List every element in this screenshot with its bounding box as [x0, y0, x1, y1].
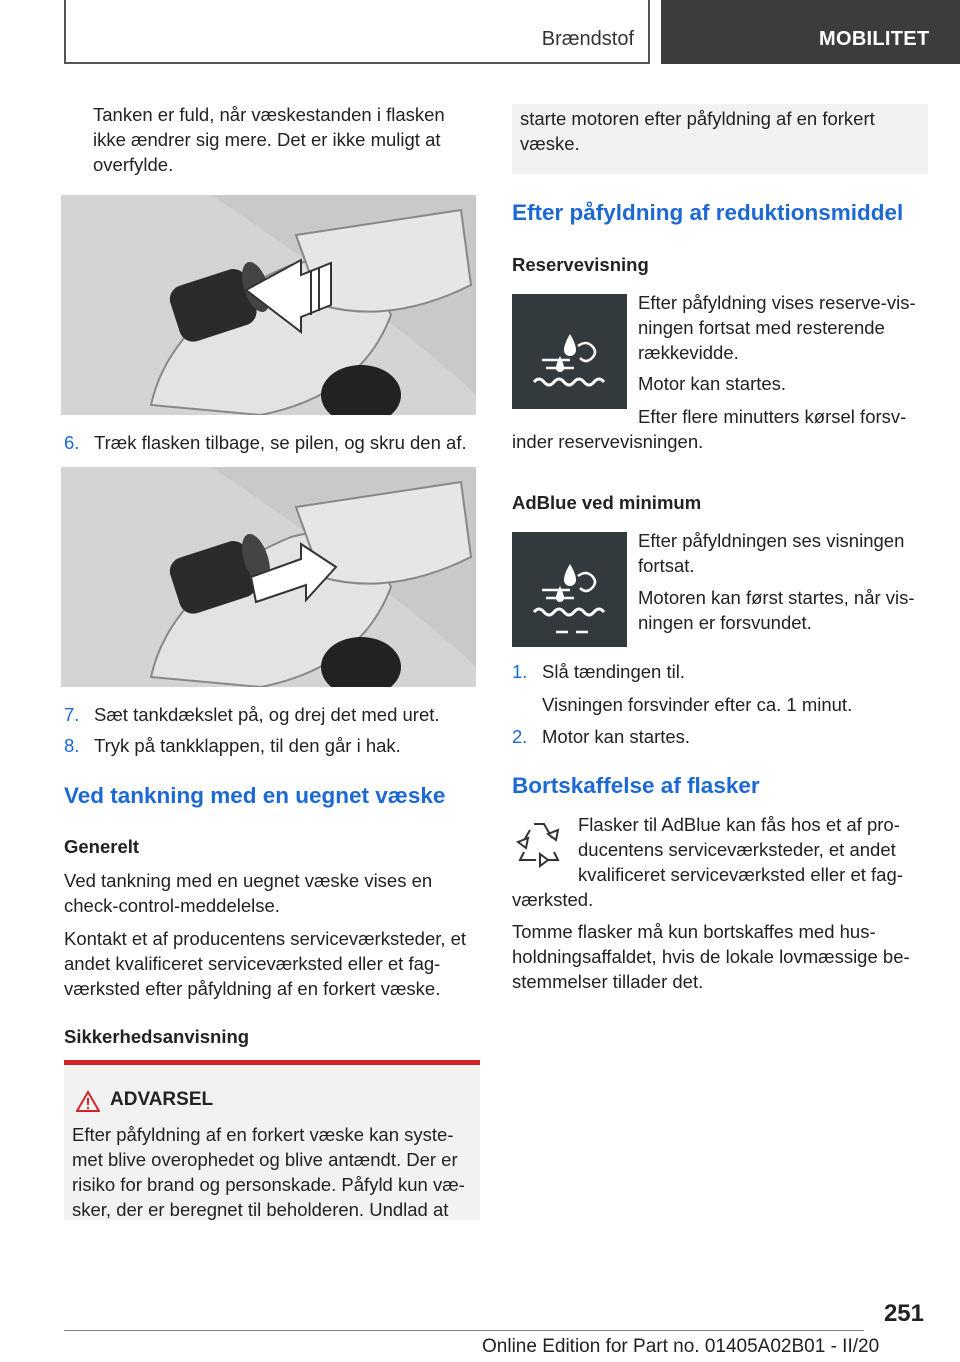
- continued-warning-box: [512, 104, 928, 174]
- step-number: 6.: [64, 432, 80, 453]
- section-heading-after-refill: Efter påfyldning af reduktionsmiddel: [512, 200, 904, 225]
- warning-triangle-icon: [76, 1090, 100, 1112]
- reserve-paragraph-3b: inder reservevisningen.: [512, 431, 704, 452]
- step-text: Sæt tankdækslet på, og drej det med uret.: [94, 704, 440, 725]
- header-section-tab: [64, 0, 650, 64]
- header-chapter-tab: [661, 0, 960, 64]
- step-number: 2.: [512, 726, 528, 747]
- minimum-paragraph-1: Efter påfyldningen ses visningen fortsat.: [638, 530, 905, 576]
- section-title: Brændstof: [541, 28, 634, 50]
- reserve-paragraph-3a: Efter flere minutters kørsel forsv-: [638, 406, 907, 427]
- adblue-reserve-icon: [512, 294, 627, 409]
- step-text: Slå tændingen til.: [542, 661, 685, 682]
- step-number: 7.: [64, 704, 80, 725]
- reserve-paragraph-2: Motor kan startes.: [638, 373, 787, 394]
- section-heading-unsuitable-fluid: Ved tankning med en uegnet væske: [64, 783, 446, 808]
- minimum-paragraph-2: Motoren kan først startes, når vis-ningen er forsvundet.: [638, 587, 915, 633]
- warning-bar: [64, 1060, 480, 1065]
- section-heading-disposal: Bortskaffelse af flasker: [512, 773, 760, 798]
- intro-paragraph: Tanken er fuld, når væskestanden i flasken ikke ændrer sig mere. Det er ikke muligt at overfylde.: [93, 104, 445, 175]
- step-number: 8.: [64, 735, 80, 756]
- warning-box: [64, 1060, 480, 1220]
- tank-cap-illustration: [61, 467, 476, 687]
- step-text: Motor kan startes.: [542, 726, 691, 747]
- footer-edition: Online Edition for Part no. 01405A02B01 - II/20: [482, 1336, 880, 1357]
- adblue-drop-icon: [512, 294, 627, 409]
- adblue-minimum-icon: [512, 532, 627, 647]
- adblue-empty-icon: [512, 532, 627, 647]
- bottle-removal-illustration: [61, 195, 476, 415]
- chapter-title: MOBILITET: [819, 28, 930, 50]
- general-paragraph-1: Ved tankning med en uegnet væske vises en check-control-meddelelse.: [64, 870, 433, 916]
- warning-text: Efter påfyldning af en forkert væske kan syste-met blive overophedet og blive antændt. Der er risiko for brand og personskade. Påfyld kun væ-sker, der er beregnet til beholderen. Undlad at: [72, 1124, 465, 1220]
- disposal-paragraph-2: Tomme flasker må kun bortskaffes med hus-holdningsaffaldet, hvis de lokale lovmæssige be-stemmelser tillader det.: [512, 921, 910, 992]
- fuel-bottle-photo-1: [61, 195, 476, 415]
- disposal-paragraph-1b: værksted.: [512, 889, 594, 910]
- footer-divider: [64, 1330, 864, 1331]
- warning-title: ADVARSEL: [110, 1089, 214, 1110]
- continued-warning-text: starte motoren efter påfyldning af en forkert væske.: [520, 108, 875, 154]
- disposal-paragraph-1a: Flasker til AdBlue kan fås hos et af pro-ducentens serviceværksteder, et andet kvalificeret serviceværksted eller et fag-: [578, 814, 903, 885]
- recycling-icon: [514, 816, 564, 868]
- minimum-heading: AdBlue ved minimum: [512, 492, 702, 513]
- step-text: Tryk på tankklappen, til den går i hak.: [94, 735, 401, 756]
- general-paragraph-2: Kontakt et af producentens serviceværksteder, et andet kvalificeret serviceværksted eller et fag-værksted efter påfyldning af en forkert væske.: [64, 928, 467, 999]
- reserve-heading: Reservevisning: [512, 254, 649, 275]
- page-number: 251: [883, 1300, 924, 1327]
- general-heading: Generelt: [64, 836, 140, 857]
- step-number: 1.: [512, 661, 528, 682]
- fuel-bottle-photo-2: [61, 467, 476, 687]
- reserve-paragraph-1: Efter påfyldning vises reserve-vis-ningen fortsat med resterende rækkevidde.: [638, 292, 916, 363]
- step-text: Træk flasken tilbage, se pilen, og skru den af.: [94, 432, 467, 453]
- step-subtext: Visningen forsvinder efter ca. 1 minut.: [542, 694, 853, 715]
- safety-heading: Sikkerhedsanvisning: [64, 1026, 250, 1047]
